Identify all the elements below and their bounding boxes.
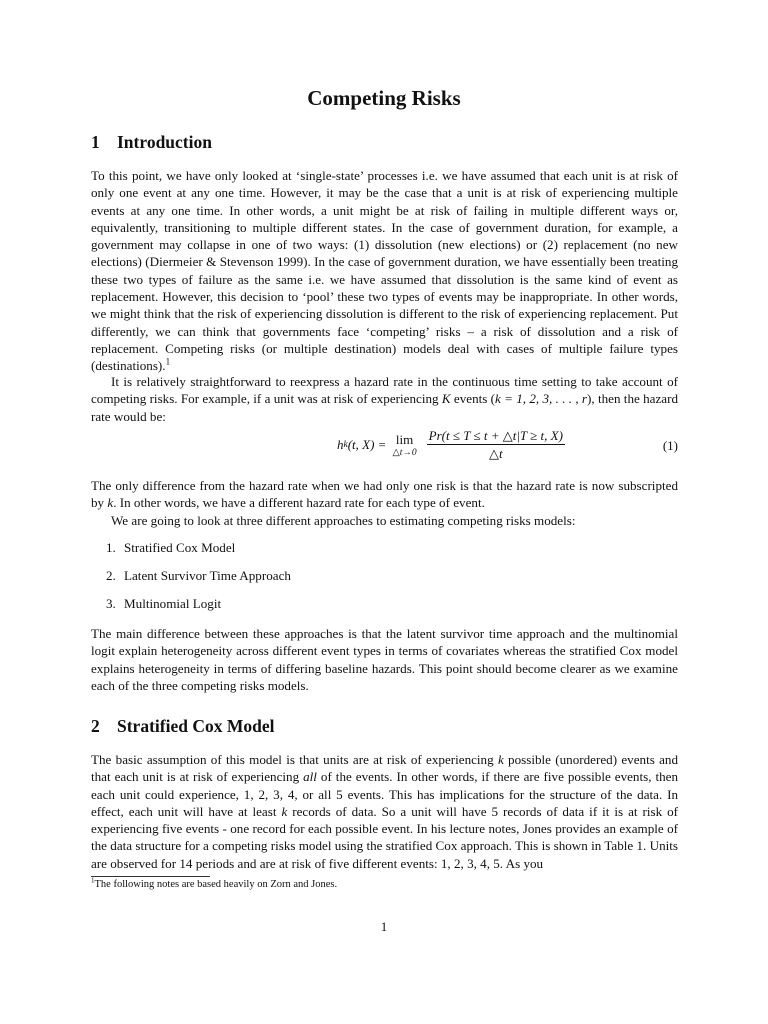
- section-title: Introduction: [117, 132, 212, 152]
- section-heading-stratified-cox: [91, 716, 274, 737]
- hazard-equation: h k (t, X) = lim △t→0 $\frac{Pr(t \le T \le t + \triangle t|T \ge t, X)}{\triangle t}$ (1): [337, 428, 678, 461]
- intro-paragraph-5: The main difference between these approaches is that the latent survivor time approach and the multinomial logit explain heterogeneity across different event types in terms of covariates whereas the stratified Cox model explains heterogeneity in terms of differing baseline hazards. This point should become clearer as we examine each of the three competing risks models.: [91, 626, 678, 693]
- list-item: 1. Stratified Cox Model: [106, 540, 236, 555]
- stratified-paragraph-1: The basic assumption of this model is that units are at risk of experiencing k possible (unordered) events and that each unit is at risk of experiencing all of the events. In other words, if there are five possible events, then each unit could experience, 1, 2, 3, 4, or all 5 events. This has implications for the structure of the data. In effect, each unit will have at least k records of data. So a unit will have 5 records of data if it is at risk of experiencing five events - one record for each possible event. In his lecture notes, Jones provides an example of the data structure for a competing risks model using the stratified Cox approach. This is shown in Table 1. Units are observed for 14 periods and are at risk of five different events: 1, 2, 3, 4, 5. As you: [91, 752, 679, 871]
- paper-title: Competing Risks: [307, 86, 461, 110]
- intro-paragraph-3: The only difference from the hazard rate when we had only one risk is that the hazard rate is now subscripted by k. In other words, we have a different hazard rate for each type of event.: [91, 478, 678, 511]
- equation-fraction: $\frac{Pr(t \le T \le t + \triangle t|T \ge t, X)}{\triangle t}$: [428, 428, 563, 461]
- page-number: 1: [380, 919, 388, 934]
- footnote-mark: 1: [165, 356, 171, 367]
- footnote-rule: [91, 876, 210, 877]
- section-title: Stratified Cox Model: [117, 716, 275, 736]
- intro-paragraph-1: To this point, we have only looked at ‘single-state’ processes i.e. we have assumed that each unit is at risk of only one event at any one time. However, it may be the case that a unit is at risk of experiencing multiple events at any one time. In other words, a unit might be at risk of failing in multiple different ways or, equivalently, transitioning to multiple different states. In the case of government duration, for example, a government may collapse in one of two ways: (1) dissolution (new elections) or (2) replacement (no new elections) (Diermeier & Stevenson 1999). In the case of government duration, we have essentially been treating these two types of failure as the same i.e. we have assumed that dissolution is the same kind of event as replacement. However, this decision to ‘pool’ these two types of events may be inappropriate. In other words, we might think that the risk of experiencing dissolution is different to the risk of experiencing replacement. Put differently, we can think that governments face ‘competing’ risks – a risk of dissolution and a risk of replacement. Competing risks (or multiple destination) models deal with cases of multiple failure types (destinations).$^1$: [91, 168, 678, 374]
- list-item: 2. Latent Survivor Time Approach: [106, 568, 291, 583]
- approaches-list: [106, 540, 291, 624]
- equation-number: (1): [662, 438, 678, 453]
- footnote: $^1$The following notes are based heavily on Zorn and Jones.: [91, 876, 338, 890]
- section-number: 1: [91, 132, 100, 152]
- intro-paragraph-2: It is relatively straightforward to reexpress a hazard rate in the continuous time setting to take account of competing risks. For example, if a unit was at risk of experiencing K events (k = 1, 2, 3, . . . , r), then the hazard rate would be:: [91, 374, 678, 424]
- intro-paragraph-4: We are going to look at three different approaches to estimating competing risks models:: [111, 513, 576, 528]
- list-item: 3. Multinomial Logit: [106, 596, 222, 611]
- section-heading-introduction: [91, 132, 212, 153]
- limit-operator: lim △t→0: [392, 432, 417, 458]
- section-number: 2: [91, 716, 100, 736]
